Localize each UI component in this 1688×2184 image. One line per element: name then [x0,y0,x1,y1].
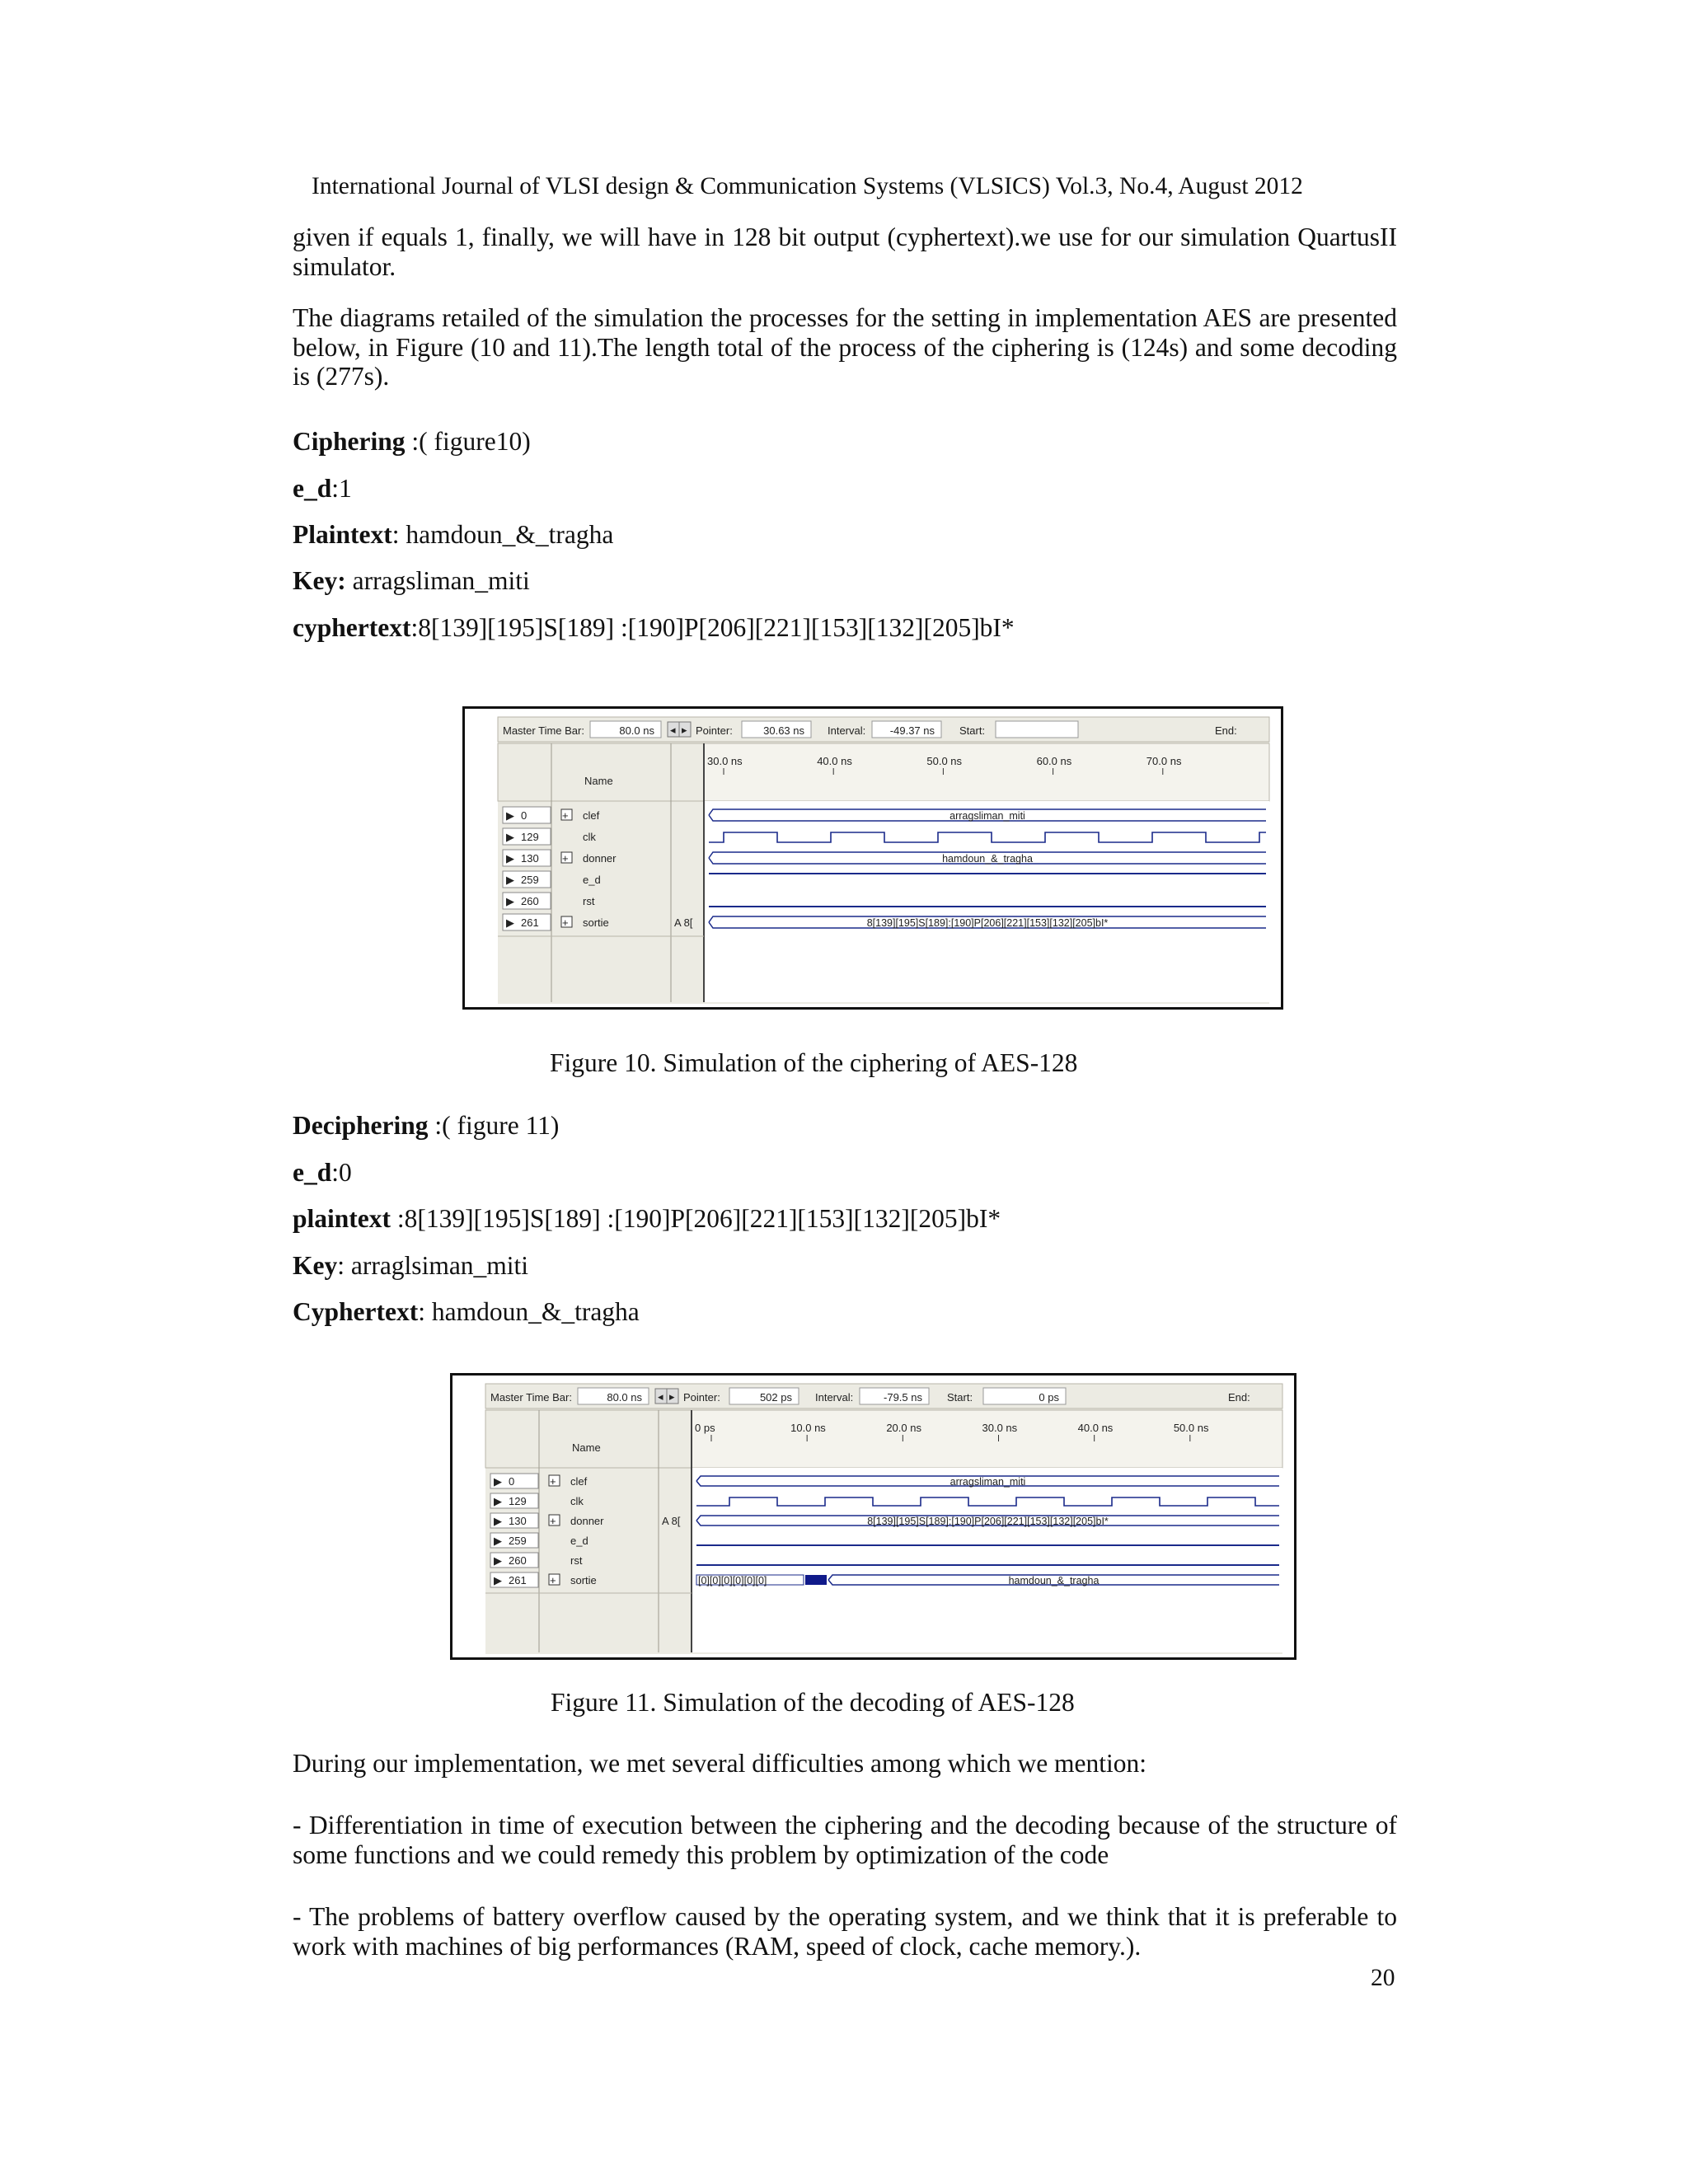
signal-icon: ▶ [494,1535,502,1547]
bus-value: hamdoun_&_tragha [942,853,1033,865]
signal-name: clef [583,809,600,822]
start-value: 0 ps [1039,1391,1059,1404]
scroll-left-icon: ◂ [670,724,676,736]
signal-icon: ▶ [494,1495,502,1507]
time-tick-label: 40.0 ns [1077,1422,1114,1434]
signal-name: donner [583,852,617,865]
intro-paragraph-2: The diagrams retailed of the simulation the processes for the setting in implementation AES are presented below, in Figure (10 and 11).The length total of the process of the ciphering is (124s) and some decoding is (277s). [293,303,1397,391]
interval-label: Interval: [828,724,866,737]
ciphering-cyphertext-line [293,613,1015,643]
name-column-header: Name [572,1441,601,1454]
expand-plus-icon: + [562,809,569,822]
ed-value: :1 [331,474,352,503]
expand-plus-icon: + [562,916,569,929]
deciphering-label: Deciphering [293,1111,429,1140]
key-label: Key [293,1251,338,1280]
ciphering-ed-line [293,474,352,504]
bus-value: arragsliman_miti [950,1476,1026,1488]
signal-name: clef [570,1475,588,1488]
deciphering-ed-line [293,1158,352,1188]
start-label: Start: [959,724,986,737]
scroll-left-icon: ◂ [658,1390,663,1403]
cyphertext-value: :8[139][195]S[189] :[190]P[206][221][153][132][205]bI* [410,613,1015,642]
waveform-simulation-fig10 [465,709,1281,1007]
signal-name: rst [583,895,595,907]
scroll-right-icon: ▸ [669,1390,675,1403]
master-time-bar-value: 80.0 ns [607,1391,642,1404]
bus-value: 8[139][195]S[189]:[190]P[206][221][153][132][205]bI* [867,1516,1109,1527]
time-tick-label: 60.0 ns [1036,755,1072,767]
interval-value: -49.37 ns [889,724,935,737]
figure-10 [462,706,1283,1010]
master-time-bar-label: Master Time Bar: [503,724,584,737]
figure-11 [450,1373,1296,1660]
time-tick-label: 10.0 ns [790,1422,826,1434]
signal-name: clk [570,1495,584,1507]
plaintext-label: Plaintext [293,520,392,549]
journal-header: International Journal of VLSI design & Communication Systems (VLSICS) Vol.3, No.4, August 2012 [312,173,1303,199]
signal-name: rst [570,1554,583,1567]
signal-id: 260 [521,895,539,907]
signal-id: 129 [509,1495,527,1507]
name-column-header: Name [584,775,613,787]
pointer-label: Pointer: [683,1391,720,1404]
interval-value: -79.5 ns [884,1391,922,1404]
intro-paragraph-1: given if equals 1, finally, we will have in 128 bit output (cyphertext).we use for our simulation QuartusII simulator. [293,223,1397,281]
cyphertext-label: cyphertext [293,613,411,642]
start-field [996,721,1078,738]
signal-icon: ▶ [494,1475,502,1488]
signal-id: 259 [509,1535,527,1547]
signal-icon: ▶ [494,1554,502,1567]
signal-name: clk [583,831,596,843]
ed-value: :0 [331,1158,352,1187]
bus-transition-block [805,1575,827,1585]
plaintext-value: :8[139][195]S[189] :[190]P[206][221][153][132][205]bI* [391,1204,1001,1233]
deciphering-heading [293,1111,559,1141]
bus-value: hamdoun_&_tragha [1008,1575,1100,1586]
signal-value: A 8[ [662,1515,681,1527]
expand-plus-icon: + [550,1515,556,1527]
time-tick-label: 30.0 ns [707,755,743,767]
end-label: End: [1215,724,1237,737]
end-label: End: [1228,1391,1250,1404]
interval-label: Interval: [815,1391,854,1404]
bus-prefix-value: [0][0][0][0][0][0] [698,1575,767,1586]
signal-icon: ▶ [506,831,514,843]
signal-id: 261 [521,916,539,929]
time-tick-label: 50.0 ns [1173,1422,1209,1434]
signal-id: 0 [509,1475,515,1488]
signal-name: donner [570,1515,604,1527]
signal-id: 130 [521,852,539,865]
key-value: : arraglsiman_miti [337,1251,529,1280]
ciphering-heading [293,427,531,457]
signal-id: 260 [509,1554,527,1567]
expand-plus-icon: + [550,1475,556,1488]
signal-icon: ▶ [506,916,514,929]
signal-value: A 8[ [674,916,693,929]
figure-10-caption: Figure 10. Simulation of the ciphering of AES-128 [550,1048,1078,1077]
difficulty-item-1: - Differentiation in time of execution between the ciphering and the decoding because of the structure of some functions and we could remedy this problem by optimization of the code [293,1811,1397,1869]
deciphering-key-line [293,1251,528,1281]
ciphering-key-line [293,566,530,596]
pointer-label: Pointer: [696,724,733,737]
expand-plus-icon: + [562,852,569,865]
signal-id: 261 [509,1574,527,1586]
pointer-value: 502 ps [759,1391,792,1404]
waveform-area [692,1468,1282,1652]
scroll-right-icon: ▸ [682,724,687,736]
signal-id: 0 [521,809,528,822]
figure-11-caption: Figure 11. Simulation of the decoding of AES-128 [551,1688,1075,1717]
expand-plus-icon: + [550,1574,556,1586]
ed-label: e_d [293,1158,332,1187]
time-tick-label: 50.0 ns [926,755,963,767]
signal-name: e_d [570,1535,588,1547]
plaintext-value: : hamdoun_&_tragha [392,520,614,549]
time-ruler [692,1410,1282,1468]
signal-name: sortie [570,1574,597,1586]
signal-icon: ▶ [506,852,514,865]
deciphering-cyphertext-line [293,1297,640,1327]
deciphering-figure-ref: :( figure 11) [428,1111,560,1140]
ed-label: e_d [293,474,332,503]
ciphering-plaintext-line [293,520,613,550]
deciphering-plaintext-line [293,1204,1001,1234]
signal-id: 259 [521,874,539,886]
key-value: arragsliman_miti [345,566,530,595]
time-tick-label: 70.0 ns [1146,755,1182,767]
ciphering-figure-ref: :( figure10) [405,427,531,456]
bus-value: arragsliman_miti [950,810,1025,822]
waveform-simulation-fig11 [452,1376,1294,1657]
difficulties-intro: During our implementation, we met several difficulties among which we mention: [293,1749,1147,1778]
time-ruler [704,743,1269,801]
master-time-bar-value: 80.0 ns [619,724,654,737]
difficulty-item-2: - The problems of battery overflow caused by the operating system, and we think that it is preferable to work with machines of big performances (RAM, speed of clock, cache memory.). [293,1902,1397,1961]
signal-icon: ▶ [494,1515,502,1527]
ciphering-label: Ciphering [293,427,406,456]
signal-id: 130 [509,1515,527,1527]
page-number: 20 [1371,1965,1395,1991]
signal-name: sortie [583,916,609,929]
signal-icon: ▶ [506,895,514,907]
key-label: Key: [293,566,346,595]
signal-id: 129 [521,831,539,843]
start-label: Start: [947,1391,973,1404]
signal-icon: ▶ [494,1574,502,1586]
signal-icon: ▶ [506,874,514,886]
waveform-area [705,801,1269,1002]
time-tick-label: 0 ps [695,1422,715,1434]
pointer-value: 30.63 ns [763,724,804,737]
bus-value: 8[139][195]S[189]:[190]P[206][221][153][132][205]bI* [866,917,1109,929]
cyphertext-value: : hamdoun_&_tragha [418,1297,640,1326]
signal-icon: ▶ [506,809,514,822]
time-tick-label: 40.0 ns [817,755,852,767]
signal-name: e_d [583,874,601,886]
time-tick-label: 20.0 ns [886,1422,921,1434]
plaintext-label: plaintext [293,1204,392,1233]
cyphertext-label: Cyphertext [293,1297,419,1326]
master-time-bar-label: Master Time Bar: [490,1391,572,1404]
time-tick-label: 30.0 ns [982,1422,1018,1434]
